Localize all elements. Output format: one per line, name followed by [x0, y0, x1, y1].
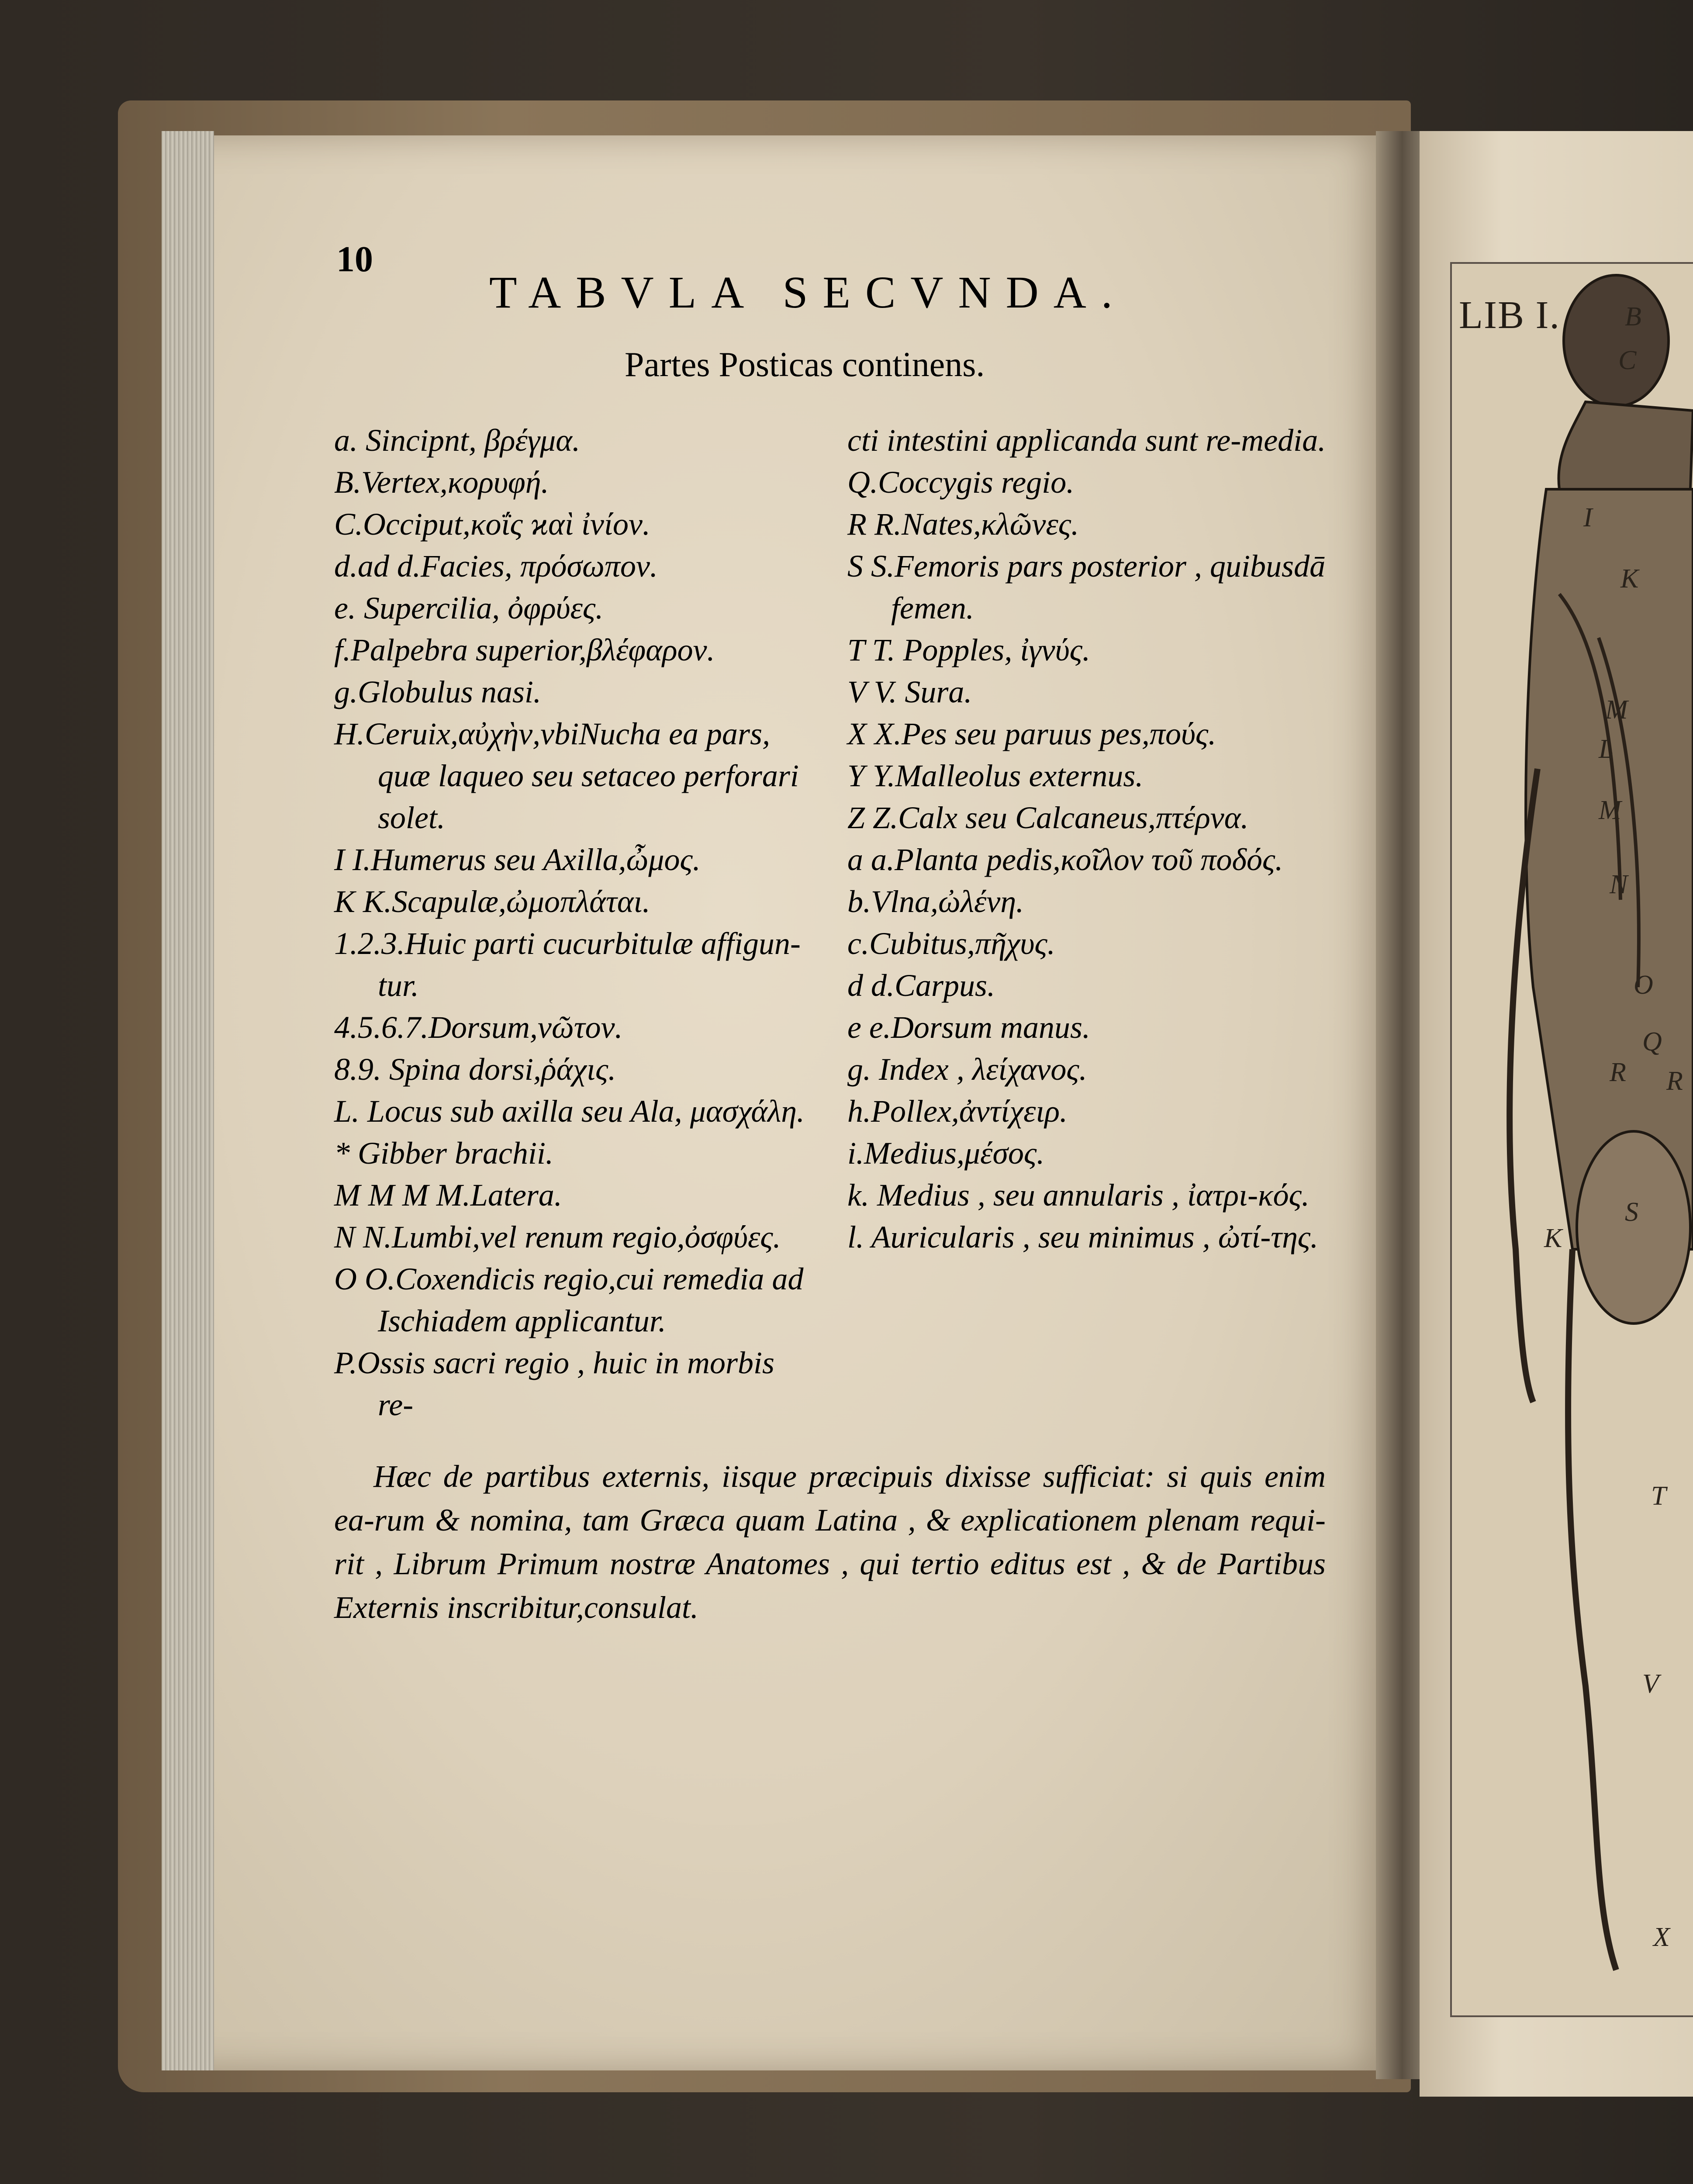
legend-entry: N N.Lumbi,vel renum regio,ὀσφύες. [334, 1220, 781, 1254]
legend-entry: O O.Coxendicis regio,cui remedia ad Ischiadem applicantur. [334, 1261, 804, 1338]
legend-entry: f.Palpebra superior,βλέφαρον. [334, 632, 715, 667]
legend-entry: C.Occiput,κοΐς ϰαὶ ἰνίον. [334, 507, 650, 542]
legend-entry: * Gibber brachii. [334, 1136, 553, 1171]
plate-letter: X [1653, 1922, 1670, 1952]
legend-entry: L. Locus sub axilla seu Ala, μασχάλη. [334, 1094, 805, 1129]
plate-letter: S [1625, 1197, 1638, 1227]
plate-letter: L [1599, 734, 1614, 764]
legend-entry: B.Vertex,κορυφή. [334, 465, 549, 500]
legend-entry: a a.Planta pedis,κοῖλον τοῦ ποδός. [847, 842, 1283, 877]
legend-entry: d.ad d.Facies, πρόσωπον. [334, 549, 658, 584]
legend-entry: a. Sincipnt, βρέγμα. [334, 423, 580, 458]
legend-entry: Q.Coccygis regio. [847, 465, 1075, 500]
closing-paragraph: Hæc de partibus externis, iisque præcipuis dixisse sufficiat: si quis enim ea-rum & nomina, tam Græca quam Latina , & explicationem plenam requi-rit , Librum Primum nostræ Anatomes , qui tertio editus est , & de Partibus Externis inscribitur,consulat. [334, 1459, 1326, 1625]
legend-entry: Z Z.Calx seu Calcaneus,πτέρνα. [847, 800, 1249, 835]
page-title: TABVLA SECVNDA. [489, 267, 1127, 318]
plate-letter: C [1618, 346, 1637, 375]
legend-entry: g.Globulus nasi. [334, 674, 542, 709]
legend-entry: k. Medius , seu annularis , ἰατρι-κός. [847, 1178, 1309, 1213]
legend-entry: i.Medius,μέσος. [847, 1136, 1045, 1171]
legend-entry: e. Supercilia, ὀφρύες. [334, 591, 604, 625]
legend-entry: S S.Femoris pars posterior , quibusdā femen. [847, 549, 1326, 625]
plate-letter: T [1651, 1481, 1666, 1511]
plate-letter: I [1583, 503, 1593, 532]
legend-entry: R R.Nates,κλῶνες. [847, 507, 1079, 542]
plate-letter: M [1599, 795, 1621, 825]
legend-entry: 1.2.3.Huic parti cucurbitulæ affigun-tur. [334, 926, 801, 1003]
legend-entry: I I.Humerus seu Axilla,ὦμος. [334, 842, 701, 877]
legend-entry: g. Index , λείχανος. [847, 1052, 1087, 1087]
plate-letter: K [1620, 564, 1639, 594]
legend-entry: H.Ceruix,αὐχὴν,vbiNucha ea pars, quæ laqueo seu setaceo perforari solet. [334, 716, 799, 835]
legend-entry: K K.Scapulæ,ὠμοπλάται. [334, 884, 650, 919]
page-subtitle: Partes Posticas continens. [625, 346, 985, 384]
plate-letter: R [1610, 1057, 1626, 1087]
legend-entry: P.Ossis sacri regio , huic in morbis re- [334, 1345, 775, 1422]
page-edges [162, 131, 214, 2070]
legend-entry: X X.Pes seu paruus pes,πούς. [847, 716, 1216, 751]
plate-letter: V [1642, 1669, 1659, 1699]
legend-entry: 4.5.6.7.Dorsum,νῶτον. [334, 1010, 623, 1045]
legend-entry: V V. Sura. [847, 674, 972, 709]
legend-entry: T T. Popples, ἰγνύς. [847, 632, 1090, 667]
plate-letter: R [1666, 1066, 1683, 1096]
legend-entry: M M M M.Latera. [334, 1178, 562, 1213]
legend-entry: b.Vlna,ὠλένη. [847, 884, 1024, 919]
plate-letter: O [1634, 970, 1653, 1000]
plate-letter: K [1544, 1223, 1562, 1253]
plate-letter: Q [1642, 1027, 1662, 1057]
plate-letter: M [1605, 695, 1628, 725]
legend-entry: e e.Dorsum manus. [847, 1010, 1090, 1045]
plate-letter: N [1610, 870, 1628, 899]
legend-entry: Y Y.Malleolus externus. [847, 758, 1144, 793]
legend-left-column [334, 419, 810, 1426]
legend-entry: 8.9. Spina dorsi,ῥάχις. [334, 1052, 616, 1087]
legend-entry: cti intestini applicanda sunt re-media. [847, 423, 1326, 458]
page-number: 10 [336, 239, 373, 280]
plate-label: LIB I. [1459, 294, 1560, 337]
legend-entry: d d.Carpus. [847, 968, 995, 1003]
plate-letter: B [1625, 302, 1641, 332]
legend-entry: c.Cubitus,πῆχυς. [847, 926, 1055, 961]
legend-entry: l. Auricularis , seu minimus , ὠτί-της. [847, 1220, 1318, 1254]
legend-entry: h.Pollex,ἀντίχειρ. [847, 1094, 1068, 1129]
legend-right-column [847, 419, 1328, 1258]
